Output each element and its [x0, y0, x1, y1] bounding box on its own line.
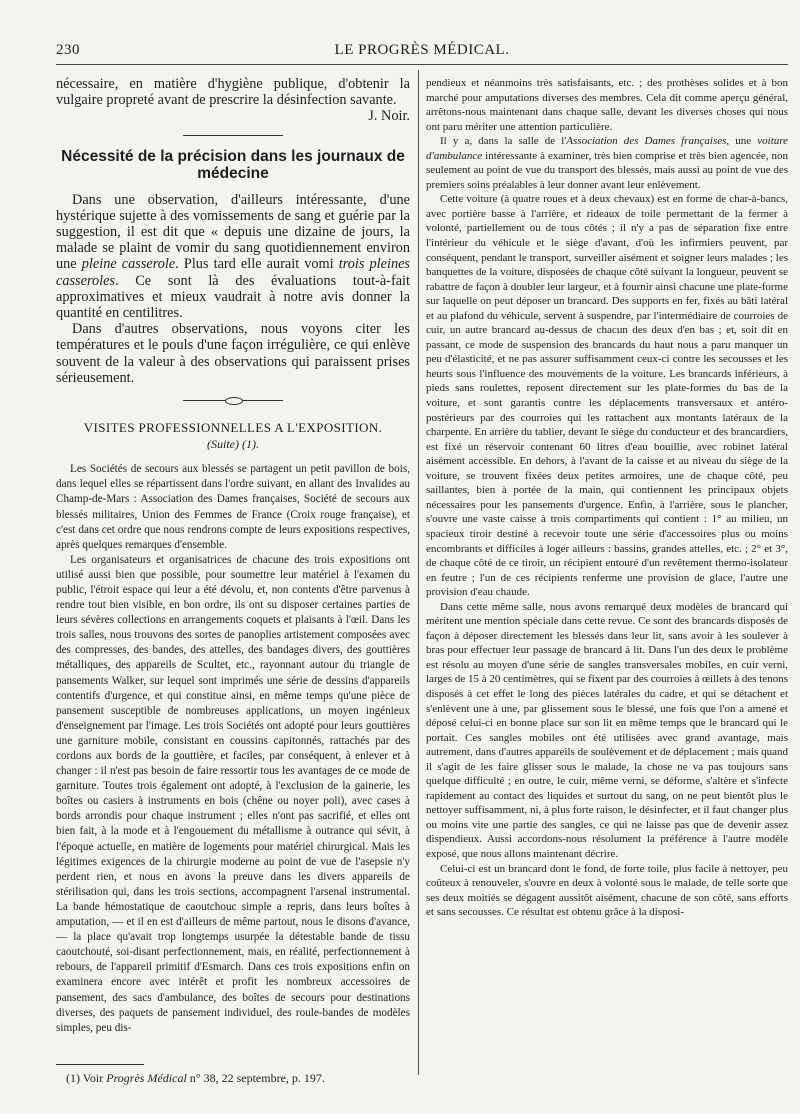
continued-article	[56, 76, 410, 125]
page-header	[56, 42, 788, 62]
section-title-visites: VISITES PROFESSIONNELLES A L'EXPOSITION.	[83, 420, 383, 436]
right-paragraph-1: pendieux et néanmoins très satisfaisants, etc. ; des prothèses solides et à bon marché pour amputations diverses des membres. Cela dit comme aperçu général, arrêtons-nous maintenant dans chaque salle, devant les diverses choses qui nous ont paru mériter une attention particulière.	[426, 77, 788, 133]
continued-paragraph: nécessaire, en matière d'hygiène publique, d'obtenir la vulgaire propreté avant de prescrire la désinfection savante.	[56, 76, 410, 109]
visites-paragraph-1: Les Sociétés de secours aux blessés se partagent un petit pavillon de bois, dans lequel elles se répartissent dans l'ordre suivant, en allant des Invalides au Champ-de-Mars : Association des Dames françaises, Société de secours aux blessés militaires, Union des Femmes de France (Croix rouge française), et c'est dans cet ordre que nous rendrons compte de leurs expositions respectives, après quelques remarques d'ensemble.	[56, 463, 410, 551]
left-column	[56, 76, 410, 1036]
text-run: Il y a, dans la salle de l'	[440, 135, 567, 148]
section-title-precision: Nécessité de la précision dans les journaux de médecine	[61, 147, 405, 182]
text-run: intéressante à examiner, très bien comprise et très bien agencée, non seulement au point de vue du transport des blessés, mais aussi au point de vue des premiers soins préalables à leur donner avant leur enlèvement.	[426, 149, 788, 191]
text-run: Dans une observation, d'ailleurs intéressante, d'une hystérique sujette à des vomissements de sang et guérie par la suggestion, il est dit que « depuis une dizaine de jours, la malade se plaint de vomir du sang quotidiennement environ une	[56, 191, 410, 273]
footnote-ref: n° 38, 22 septembre, p. 197.	[189, 1071, 325, 1085]
footnote-rule	[56, 1064, 144, 1065]
header-rule	[56, 64, 788, 65]
text-run: . Ce sont là des évaluations tout-à-fait approximatives et mieux vaudrait à notre avis donner la quantité en centilitres.	[56, 272, 410, 322]
right-paragraph-2	[426, 134, 788, 192]
column-divider	[418, 70, 419, 1075]
precision-paragraph-1	[56, 192, 410, 322]
separator-rule	[183, 135, 283, 136]
precision-article	[56, 192, 410, 386]
footnote	[66, 1071, 325, 1086]
right-paragraph-3: Cette voiture (à quatre roues et à deux chevaux) est en forme de char-à-bancs, avec portière basse à l'arrière, et rideaux de toile permettant de la fermer à volonté, partiellement ou de tous côtés ; il n'y a pas de séparation fixe entre l'intérieur du véhicule et le siège d'avant, d'où les infirmiers peuvent, par conséquent, pendant le transport, surveiller aisément et soigner leurs malades ; les banquettes de la voiture, disposées de chaque côté suivant la longueur, peuvent se rabattre de façon à doubler leur largeur, et à fournir ainsi chacune une plate-forme sur laquelle on peut déposer un brancard. Des supports en fer, fixés au bâti latéral et au plafond du véhicule, servent à suspendre, par l'intermédiaire de courroies de cuir, un autre brancard au-dessus de chacun des deux d'en bas ; et, soit dit en passant, ce mode de suspension des brancards du haut nous a paru manquer un peu d'élasticité, et ne pas assurer suffisamment ceux-ci contre les secousses et les heurts sous l'influence des mouvements de la voiture. Les brancards inférieurs, à pieds sans roulettes, reposent directement sur les plate-formes du bas de la voiture, et sont garantis contre les déplacements transversaux et antéro-postérieurs par des courroies qui les rattachent aux montants latéraux de la charpente. En arrière du tablier, devant le siège du conducteur et des brancardiers, est fixé un réservoir contenant 60 litres d'eau bouillie, avec robinet latéral aisément accessible. En dehors, à l'avant de la caisse et au niveau du siège de la voiture, se trouvent fixées deux petites armoires, une de chaque côté, peu saillantes, bien à portée de la main, qui contiennent les principaux objets nécessaires pour les pansements d'urgence. Enfin, à l'arrière, sous le plancher, s'ouvre une vaste caisse à trois compartiments qui contient : 1° au milieu, un spacieux tiroir destiné à recevoir toute une série d'accessoires plus ou moins encombrants et difficiles à loger ailleurs : bassins, grandes attelles, etc. ; 2° et 3°, de chaque côté de ce tiroir, un récipient entouré d'un revêtement thermo-isolateur en feutre ; l'un de ces récipients renferme une provision de glace, l'autre une provision d'eau chaude.	[426, 193, 788, 599]
italic-run: voiture d'ambulance	[426, 135, 788, 162]
page-number: 230	[56, 42, 80, 58]
visites-paragraph-2: Les organisateurs et organisatrices de chacune des trois expositions ont utilisé aussi bien que possible, pour soumettre leur matériel à l'examen du public, l'étroit espace qui leur a été dévolu, et, non contents d'être parvenus à rendre tout bien visible, en bon ordre, ils ont su disposer certaines parties de leurs sévères collections en arrangements coquets et plaisants à l'œil. Dans les trois salles, nous trouvons des sortes de panoplies artistement composées avec des compresses, des bandes, des attelles, des bandages divers, des gouttières métalliques, des appareils de Scultet, etc., rayonnant autour du triangle de pansements Walker, sur lequel sont imprimés une série de dessins d'appareils contentifs d'urgence, et qui constitue ainsi, en même temps qu'une pièce de pansement susceptible de nombreuses applications, un moyen ingénieux d'enseignement par l'image. Les trois Sociétés ont adopté pour leurs gouttières une garniture mobile, consistant en coussins capitonnés, rattachés par des cordons aux bords de la gouttière, et faciles, par conséquent, à enlever et à changer : il n'est pas besoin de faire ressortir tous les avantages de ce mode de garniture. Toutes trois également ont adopté, à l'exclusion de la gainerie, les boîtes ou casiers à instruments en bois (chêne ou noyer poli), avec cases à bords arrondis pour chaque instrument ; elles n'ont pas sacrifié, et elles ont bien fait, à la mode et à l'engouement du métallisme à outrance qui sévit, à l'époque actuelle, en matière de logements pour matériel chirurgical. Mais les légitimes exigences de la chirurgie moderne au point de vue de l'asepsie n'y perdent rien, et nous en avons la preuve dans les divers appareils de stérilisation qui, dans les trois sections, accompagnent l'arsenal instrumental. La bande hémostatique de caoutchouc simple a repris, dans leurs boîtes à amputation, — et il en est d'ailleurs de même partout, nous le disons d'avance, — la place qu'avait trop longtemps usurpée la détestable bande de tissu caoutchouté, soi-disant perfectionnement, mais, en réalité, perfectionnement à rebours, de l'appareil primitif d'Esmarch. Dans ces trois expositions enfin on examinera encore avec intérêt et profit les nombreux accessoires de pansement, des sacs d'ambulance, des boîtes de secours pour destinations diverses, des paquets de pansement individuel, des roule-bandes de modèles simples, peu dis-	[56, 553, 410, 1034]
precision-paragraph-2: Dans d'autres observations, nous voyons citer les températures et le pouls d'une façon irrégulière, ce qui enlève souvent de la valeur à des observations qui paraissent prises sérieusement.	[56, 321, 410, 386]
signature-line	[56, 108, 410, 124]
italic-run: Association des Dames françaises	[566, 135, 727, 148]
italic-run: pleine casserole	[81, 256, 176, 273]
author-signature: J. Noir.	[368, 108, 410, 125]
text-run: . Plus tard elle aurait vomi	[175, 256, 334, 273]
italic-run: trois pleines casseroles	[56, 256, 410, 289]
journal-title: LE PROGRÈS MÉDICAL.	[334, 42, 510, 58]
text-run: , une	[726, 135, 752, 148]
footnote-text: (1) Voir	[66, 1071, 104, 1085]
right-paragraph-5: Celui-ci est un brancard dont le fond, de forte toile, plus facile à nettoyer, peu coûteux à renouveler, s'ouvre en deux à volonté sous le malade, de telle sorte que ses deux moitiés se dégagent aussitôt aisément, chacune de son côté, sans efforts et sans secousses. Ce résultat est obtenu grâce à la disposi-	[426, 862, 788, 919]
section-subtitle: (Suite) (1).	[207, 437, 259, 452]
ornamental-divider	[183, 398, 283, 404]
footnote-journal: Progrès Médical	[106, 1071, 187, 1085]
right-column	[426, 76, 788, 920]
right-paragraph-4: Dans cette même salle, nous avons remarqué deux modèles de brancard qui méritent une mention spéciale dans cette revue. Ce sont des brancards disposés de façon à déposer directement les blessés dans leur lit, sans avoir à les soulever à bras pour effectuer leur passage de brancard à lit. Dans l'un des deux le problème est résolu au moyen d'une série de sangles transversales mobiles, en cuir verni, larges de 15 à 20 centimètres, qui se fixent par des courroies à œillets à des tenons disposés à cet effet le long des pièces latérales du cadre, et qui se détachent et s'enlèvent une à une, par glissement sous le blessé, une fois que l'on a amené et déposé celui-ci en bonne place sur son lit en même temps que le brancard qui le portait. Ces sangles mobiles ont été utilisées avec grand avantage, mais autrement, dans d'autres appareils de soulèvement et de déplacement ; mais quand il s'agit de les faire glisser sous le malade, la chose ne va pas toujours sans quelque difficulté ; en outre, le cuir, même verni, se déforme, s'altère et s'infecte rapidement au contact des liquides et surtout du sang, on ne peut bientôt plus le nettoyer suffisamment, ni, à plus forte raison, le désinfecter, et il faut changer plus ou moins vite une partie des sangles, ce qui ne laisse pas que de devenir assez dispendieux. Aussi accordons-nous résolument la préférence à l'autre modèle exposé, que nous allons maintenant décrire.	[426, 600, 788, 860]
